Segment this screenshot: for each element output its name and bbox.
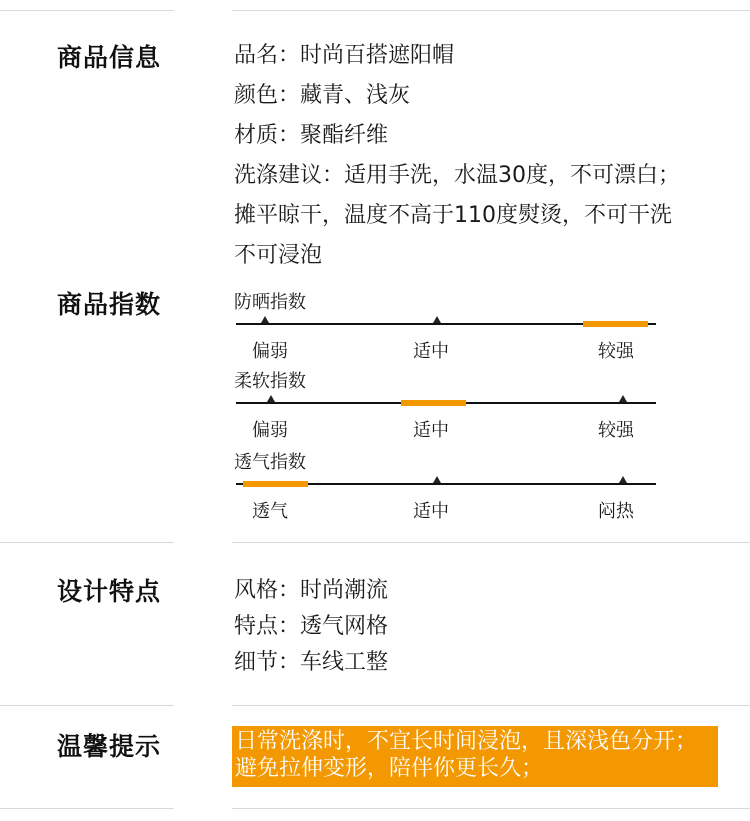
scale-mark-mid	[433, 316, 441, 323]
scale-mark-low	[261, 316, 269, 323]
warm-tip-line-2: 避免拉伸变形，陪伴你更长久；	[235, 756, 544, 781]
info-line-wash-advice-3: 不可浸泡	[234, 243, 323, 268]
feature-line-detail: 细节：车线工整	[234, 650, 389, 675]
warm-tip-box	[232, 726, 718, 787]
info-line-wash-advice-2: 摊平晾干，温度不高于110度熨烫，不可干洗	[234, 203, 672, 228]
divider-bottom-right	[232, 808, 750, 809]
index-label-breathability: 透气指数	[234, 452, 306, 473]
divider-top-right	[232, 10, 750, 11]
scale-selected-bar	[243, 481, 308, 487]
scale-tick-mid: 适中	[413, 501, 449, 522]
divider-left	[0, 705, 174, 706]
scale-selected-bar	[583, 321, 648, 327]
scale-tick-mid: 适中	[413, 420, 449, 441]
info-line-wash-advice: 洗涤建议：适用手洗，水温30度，不可漂白；	[234, 163, 680, 188]
scale-mark-low	[267, 395, 275, 402]
scale-mark-mid	[433, 476, 441, 483]
index-label-softness: 柔软指数	[234, 371, 306, 392]
divider-left	[0, 542, 174, 543]
divider-right	[232, 542, 750, 543]
section-title-product-info: 商品信息	[57, 43, 162, 72]
scale-tick-low: 透气	[252, 501, 288, 522]
divider-top-left	[0, 10, 174, 11]
divider-bottom-left	[0, 808, 174, 809]
scale-tick-low: 偏弱	[252, 341, 288, 362]
info-line-name: 品名：时尚百搭遮阳帽	[234, 43, 455, 68]
scale-tick-low: 偏弱	[252, 420, 288, 441]
divider-right	[232, 705, 750, 706]
info-line-color: 颜色：藏青、浅灰	[234, 83, 411, 108]
section-title-warm-tip: 温馨提示	[57, 732, 162, 761]
scale-tick-high: 较强	[598, 420, 634, 441]
scale-selected-bar	[401, 400, 466, 406]
scale-mark-high	[619, 476, 627, 483]
index-label-sun-protection: 防晒指数	[234, 292, 306, 313]
section-title-product-index: 商品指数	[57, 290, 162, 319]
info-line-material: 材质：聚酯纤维	[234, 123, 389, 148]
scale-mark-high	[619, 395, 627, 402]
warm-tip-line-1: 日常洗涤时，不宜长时间浸泡，且深浅色分开；	[235, 729, 698, 754]
scale-tick-mid: 适中	[413, 341, 449, 362]
feature-line-style: 风格：时尚潮流	[234, 578, 389, 603]
scale-tick-high: 闷热	[598, 501, 634, 522]
section-title-design-features: 设计特点	[57, 577, 162, 606]
scale-tick-high: 较强	[598, 341, 634, 362]
feature-line-feature: 特点：透气网格	[234, 614, 389, 639]
